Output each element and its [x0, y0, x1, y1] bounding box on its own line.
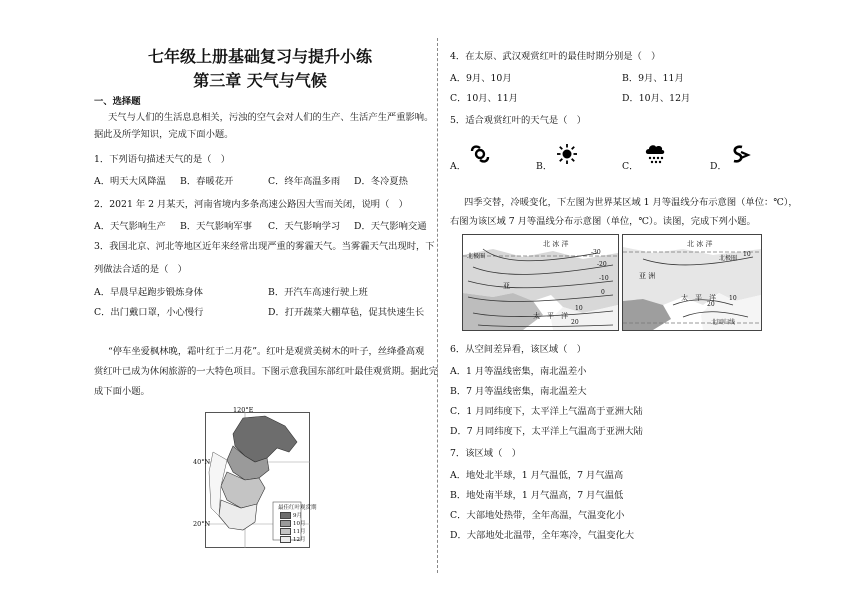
legend-label: 11月 [293, 529, 306, 535]
q6-option-a: A．1 月等温线密集，南北温差小 [450, 366, 587, 377]
q2-stem: 2．2021 年 2 月某天，河南省境内多条高速公路因大雪而关闭，说明（ ） [94, 199, 408, 210]
legend-label: 12月 [293, 537, 306, 543]
q2-option-b: B．天气影响军事 [180, 221, 252, 232]
rain-icon [643, 142, 663, 162]
q7-stem: 7．该区域（ ） [450, 448, 521, 459]
q7-option-d: D．大部地处北温带，全年寒冷，气温变化大 [450, 530, 635, 541]
iso-label: 10 [729, 295, 737, 302]
q4-option-a: A．9月、10月 [450, 73, 512, 84]
q3-stem-line2: 列做法合适的是（ ） [94, 264, 187, 275]
lat-40-label: 40°N [193, 458, 211, 466]
intro3-line1: 四季交替，冷暖变化，下左图为世界某区域 1 月等温线分布示意图（单位：℃）， [464, 197, 798, 208]
iso-label: 20 [571, 319, 579, 326]
jul-ocean-label: 北 冰 洋 [687, 240, 713, 248]
q6-option-b: B．7 月等温线密集，南北温差大 [450, 386, 587, 397]
intro2-line2: 赏红叶已成为休闲旅游的一大特色项目。下图示意我国东部红叶最佳观赏期。据此完 [94, 366, 438, 377]
q5-stem: 5．适合观赏红叶的天气是（ ） [450, 115, 587, 126]
page-title: 七年级上册基础复习与提升小练 [147, 47, 372, 66]
legend-swatch [280, 536, 291, 543]
legend-swatch [280, 512, 291, 519]
lon-120-label: 120°E [233, 406, 254, 414]
q5-option-a: A． [450, 161, 467, 172]
q7-option-b: B．地处南半球，1 月气温高，7 月气温低 [450, 490, 624, 501]
q1-option-c: C．终年高温多雨 [268, 176, 341, 187]
intro1-line1: 天气与人们的生活息息相关，污浊的空气会对人们的生产、生活产生严重影响。 [108, 112, 434, 123]
q1-stem: 1．下列语句描述天气的是（ ） [94, 154, 231, 165]
q6-stem: 6．从空间差异看，该区域（ ） [450, 344, 587, 355]
column-divider [437, 38, 438, 573]
q2-option-d: D．天气影响交通 [354, 221, 427, 232]
q6-option-d: D．7 月同纬度下，太平洋上气温高于亚洲大陆 [450, 426, 643, 437]
jul-pacific-label: 太 平 洋 [681, 294, 716, 302]
map-january-isotherms [462, 234, 619, 331]
intro1-line2: 据此及所学知识，完成下面小题。 [94, 129, 234, 140]
legend-swatch [280, 520, 291, 527]
q5-option-c: C． [622, 161, 639, 172]
q4-stem: 4．在太原、武汉观赏红叶的最佳时期分别是（ ） [450, 51, 661, 62]
iso-label: 10 [743, 251, 751, 258]
map-legend [280, 511, 320, 543]
q2-option-a: A．天气影响生产 [94, 221, 166, 232]
jan-arctic-label: 北极圈 [467, 253, 486, 260]
map-july-isotherms [622, 234, 762, 331]
sandstorm-icon [729, 144, 749, 164]
q6-option-c: C．1 月同纬度下，太平洋上气温高于亚洲大陆 [450, 406, 643, 417]
legend-title: 最佳红叶观赏期 [278, 505, 317, 511]
q3-stem-line1: 3．我国北京、河北等地区近年来经常出现严重的雾霾天气。当雾霾天气出现时，下 [94, 241, 435, 252]
intro3-line2: 右图为该区域 7 月等温线分布示意图（单位，℃）。读图，完成下列小题。 [450, 216, 756, 227]
iso-label: 20 [707, 301, 715, 308]
q5-option-d: D． [710, 161, 727, 172]
legend-item [280, 527, 320, 535]
lat-20-label: 20°N [193, 520, 211, 528]
q2-option-c: C．天气影响学习 [268, 221, 341, 232]
legend-item [280, 519, 320, 527]
q7-option-a: A．地处北半球，1 月气温低，7 月气温高 [450, 470, 624, 481]
iso-label: -10 [599, 275, 609, 282]
jan-asia-label: 亚 [503, 282, 510, 290]
chapter-title: 第三章 天气与气候 [193, 71, 327, 90]
jul-arctic-label: 北极圈 [719, 255, 738, 262]
intro2-line3: 成下面小题。 [94, 386, 150, 397]
legend-label: 10月 [293, 521, 306, 527]
legend-item [280, 535, 320, 543]
jan-pacific-label: 太 平 洋 [533, 312, 568, 320]
jan-ocean-label: 北 冰 洋 [543, 240, 569, 248]
q7-option-c: C．大部地处热带，全年高温，气温变化小 [450, 510, 625, 521]
q3-option-a: A．早晨早起跑步锻炼身体 [94, 287, 203, 298]
iso-label: -30 [591, 249, 601, 256]
legend-swatch [280, 528, 291, 535]
legend-item [280, 511, 320, 519]
q3-option-d: D．打开蔬菜大棚草毡，促其快速生长 [268, 307, 425, 318]
q1-option-d: D．冬冷夏热 [354, 176, 408, 187]
section-heading: 一、选择题 [94, 96, 141, 107]
intro2-line1: “停车坐爱枫林晚，霜叶红于二月花”。红叶是观赏美树木的叶子，丝绛叠高观 [108, 346, 425, 357]
q4-option-c: C．10月、11月 [450, 93, 518, 104]
q1-option-a: A．明天大风降温 [94, 176, 166, 187]
q4-option-b: B．9月、11月 [622, 73, 684, 84]
iso-label: -20 [597, 261, 607, 268]
typhoon-icon [470, 143, 490, 163]
q3-option-b: B．开汽车高速行驶上班 [268, 287, 368, 298]
jul-asia-label: 亚 洲 [639, 272, 656, 280]
iso-label: 0 [601, 289, 605, 296]
jul-tropic-label: 北回归线 [711, 319, 736, 326]
q3-option-c: C．出门戴口罩，小心慢行 [94, 307, 204, 318]
legend-label: 9月 [293, 513, 302, 519]
iso-label: 10 [575, 305, 583, 312]
q5-option-b: B． [536, 161, 553, 172]
q1-option-b: B．春暖花开 [180, 176, 234, 187]
q4-option-d: D．10月、12月 [622, 93, 691, 104]
sunny-icon [556, 143, 576, 163]
